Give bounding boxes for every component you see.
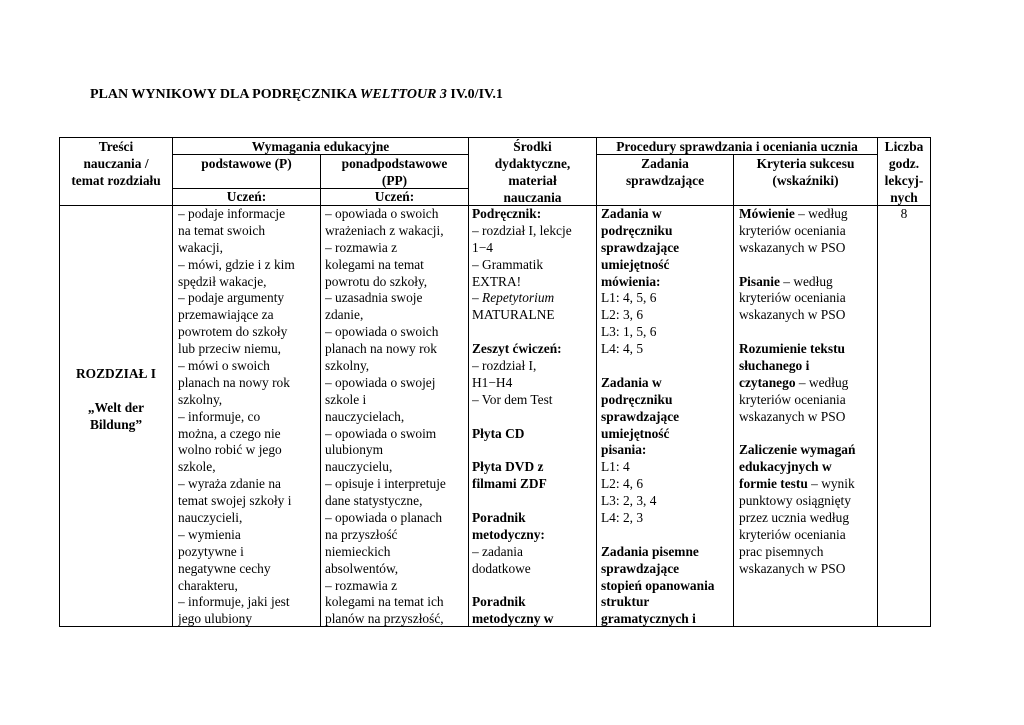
text-line: mówienia: <box>601 273 661 289</box>
text-line: – podaje informacje <box>178 206 286 221</box>
header-procedury: Procedury sprawdzania i oceniania ucznia <box>616 139 858 154</box>
text-line: słuchanego i <box>739 358 810 374</box>
text-line: – opowiada o swoich <box>325 324 439 340</box>
text-line: nauczycielu, <box>325 459 393 475</box>
text-line: – rozdział I, <box>472 358 537 374</box>
zadania-list <box>601 206 733 626</box>
text-line: L4: 4, 5 <box>601 341 644 357</box>
text-line: – Vor dem Test <box>472 391 553 407</box>
text-line: struktur <box>601 594 650 610</box>
text-line: MATURALNE <box>472 307 555 323</box>
podstawowe-list <box>178 206 320 626</box>
text-line: – zadania <box>472 543 523 559</box>
text-line <box>472 442 596 459</box>
text-line: – opowiada o swojej <box>325 374 436 390</box>
text-line: Poradnik <box>472 594 526 610</box>
text-line: temat swojej szkoły i <box>178 493 292 509</box>
text-line: na temat swoich <box>178 222 266 238</box>
text-line: formie testu – wynik <box>739 476 855 492</box>
text-line: podręczniku <box>601 222 673 238</box>
text-line: – podaje argumenty <box>178 290 285 306</box>
page-title: PLAN WYNIKOWY DLA PODRĘCZNIKA WELTTOUR 3 IV.0/IV.1 <box>90 87 503 102</box>
text-line: – wymienia <box>178 526 241 542</box>
ponadpodstawowe-list <box>325 206 468 626</box>
text-line: umiejętność <box>601 256 670 272</box>
text-line: wskazanych w PSO <box>739 560 846 576</box>
header-kryteria: Kryteria sukcesu (wskaźniki) <box>756 156 855 188</box>
text-line: nauczycielach, <box>325 408 405 424</box>
text-line: Płyta CD <box>472 425 525 441</box>
text-line: planach na nowy rok <box>325 341 437 357</box>
text-line: Płyta DVD z <box>472 459 544 475</box>
text-line: Zadania w <box>601 374 662 390</box>
header-ponadpodstawowe: ponadpodstawowe (PP) <box>341 156 448 188</box>
text-line: kolegami na temat ich <box>325 594 444 610</box>
text-line: ulubionym <box>325 442 384 458</box>
text-line: wskazanych w PSO <box>739 239 846 255</box>
text-line: – opowiada o planach <box>325 510 443 526</box>
text-line: metodyczny w <box>472 611 554 626</box>
text-line <box>601 358 733 375</box>
text-line: planów na przyszłość, <box>325 611 444 626</box>
header-liczba: Liczba godz. lekcyj- nych <box>884 139 924 205</box>
text-line: wskazanych w PSO <box>739 408 846 424</box>
text-line: sprawdzające <box>601 408 680 424</box>
kryteria-list <box>739 206 877 626</box>
text-line <box>472 493 596 510</box>
text-line: szkolny, <box>178 391 223 407</box>
text-line: wakacji, <box>178 239 223 255</box>
text-line <box>601 527 733 544</box>
text-line: Zeszyt ćwiczeń: <box>472 341 562 357</box>
text-line <box>472 409 596 426</box>
header-podstawowe: podstawowe (P) <box>201 156 292 171</box>
text-line: – uzasadnia swoje <box>325 290 423 306</box>
text-line: L3: 2, 3, 4 <box>601 493 657 509</box>
text-line: negatywne cechy <box>178 560 271 576</box>
text-line: – informuje, co <box>178 408 261 424</box>
text-line: Mówienie – według <box>739 206 848 221</box>
text-line: punktowy osiągnięty <box>739 493 851 509</box>
text-line: L1: 4 <box>601 459 630 475</box>
topic-cell: ROZDZIAŁ I „Welt der Bildung” <box>60 366 172 434</box>
text-line: na przyszłość <box>325 526 398 542</box>
text-line: Podręcznik: <box>472 206 542 221</box>
text-line: umiejętność <box>601 425 670 441</box>
text-line: dodatkowe <box>472 560 531 576</box>
header-zadania: Zadania sprawdzające <box>625 156 705 188</box>
text-line: szkolny, <box>325 358 370 374</box>
text-line: pisania: <box>601 442 647 458</box>
text-line: Zaliczenie wymagań <box>739 442 856 458</box>
text-line: Pisanie – według <box>739 273 833 289</box>
text-line: Zadania pisemne <box>601 543 699 559</box>
text-line: 1−4 <box>472 239 493 255</box>
text-line: EXTRA! <box>472 273 522 289</box>
text-line: kryteriów oceniania <box>739 290 846 306</box>
book-title: WELTTOUR 3 <box>359 87 447 102</box>
text-line: – mówi o swoich <box>178 358 270 374</box>
text-line: – rozmawia z <box>325 239 398 255</box>
text-line: pozytywne i <box>178 543 244 559</box>
text-line: sprawdzające <box>601 560 680 576</box>
text-line: lub przeciw niemu, <box>178 341 281 357</box>
text-line: jego ulubiony <box>178 611 253 626</box>
text-line: kryteriów oceniania <box>739 526 846 542</box>
text-line: dane statystyczne, <box>325 493 423 509</box>
text-line: L2: 3, 6 <box>601 307 644 323</box>
text-line: Poradnik <box>472 510 526 526</box>
text-line: L3: 1, 5, 6 <box>601 324 657 340</box>
text-line: – opowiada o swoich <box>325 206 439 221</box>
text-line: metodyczny: <box>472 526 545 542</box>
text-line: szkole, <box>178 459 216 475</box>
header-srodki: Środki dydaktyczne, materiał nauczania <box>494 139 571 205</box>
text-line <box>739 426 877 443</box>
text-line: L2: 4, 6 <box>601 476 644 492</box>
chapter-label: ROZDZIAŁ I <box>76 366 156 381</box>
text-line: Zadania w <box>601 206 662 221</box>
text-line: – rozmawia z <box>325 577 398 593</box>
header-uczen-p: Uczeń: <box>226 189 267 204</box>
text-line <box>739 257 877 274</box>
header-uczen-pp: Uczeń: <box>374 189 415 204</box>
text-line: szkole i <box>325 391 367 407</box>
text-line: niemieckich <box>325 543 391 559</box>
text-line: zdanie, <box>325 307 364 323</box>
text-line: spędził wakacje, <box>178 273 267 289</box>
text-line: – Repetytorium <box>472 290 555 306</box>
text-line: L1: 4, 5, 6 <box>601 290 657 306</box>
liczba-value: 8 <box>900 206 908 221</box>
text-line: nauczycieli, <box>178 510 243 526</box>
text-line: – rozdział I, lekcje <box>472 222 572 238</box>
text-line: kolegami na temat <box>325 256 424 272</box>
text-line <box>739 324 877 341</box>
text-line: gramatycznych i <box>601 611 696 626</box>
text-line: edukacyjnych w <box>739 459 832 475</box>
text-line: kryteriów oceniania <box>739 222 846 238</box>
text-line: powrotu do szkoły, <box>325 273 428 289</box>
text-line: – mówi, gdzie i z kim <box>178 256 295 272</box>
text-line: prac pisemnych <box>739 543 824 559</box>
text-line: sprawdzające <box>601 239 680 255</box>
header-tresci: Treści nauczania / temat rozdziału <box>71 139 161 188</box>
text-line: – informuje, jaki jest <box>178 594 290 610</box>
text-line: wolno robić w jego <box>178 442 282 458</box>
text-line: Rozumienie tekstu <box>739 341 846 357</box>
text-line: można, a czego nie <box>178 425 281 441</box>
text-line: planach na nowy rok <box>178 374 290 390</box>
text-line: – opisuje i interpretuje <box>325 476 446 492</box>
text-line: wrażeniach z wakacji, <box>325 222 444 238</box>
text-line: czytanego – według <box>739 374 849 390</box>
text-line: powrotem do szkoły <box>178 324 288 340</box>
header-wymagania: Wymagania edukacyjne <box>251 139 390 154</box>
text-line: – wyraża zdanie na <box>178 476 281 492</box>
text-line <box>472 324 596 341</box>
text-line: – opowiada o swoim <box>325 425 437 441</box>
text-line: podręczniku <box>601 391 673 407</box>
text-line: L4: 2, 3 <box>601 510 644 526</box>
text-line: wskazanych w PSO <box>739 307 846 323</box>
srodki-list <box>472 206 596 626</box>
text-line: przez ucznia według <box>739 510 850 526</box>
text-line: przemawiające za <box>178 307 274 323</box>
text-line: absolwentów, <box>325 560 399 576</box>
text-line <box>472 578 596 595</box>
text-line: kryteriów oceniania <box>739 391 846 407</box>
text-line: filmami ZDF <box>472 476 547 492</box>
text-line: – Grammatik <box>472 256 544 272</box>
text-line: H1−H4 <box>472 374 513 390</box>
text-line: stopień opanowania <box>601 577 715 593</box>
text-line: charakteru, <box>178 577 238 593</box>
